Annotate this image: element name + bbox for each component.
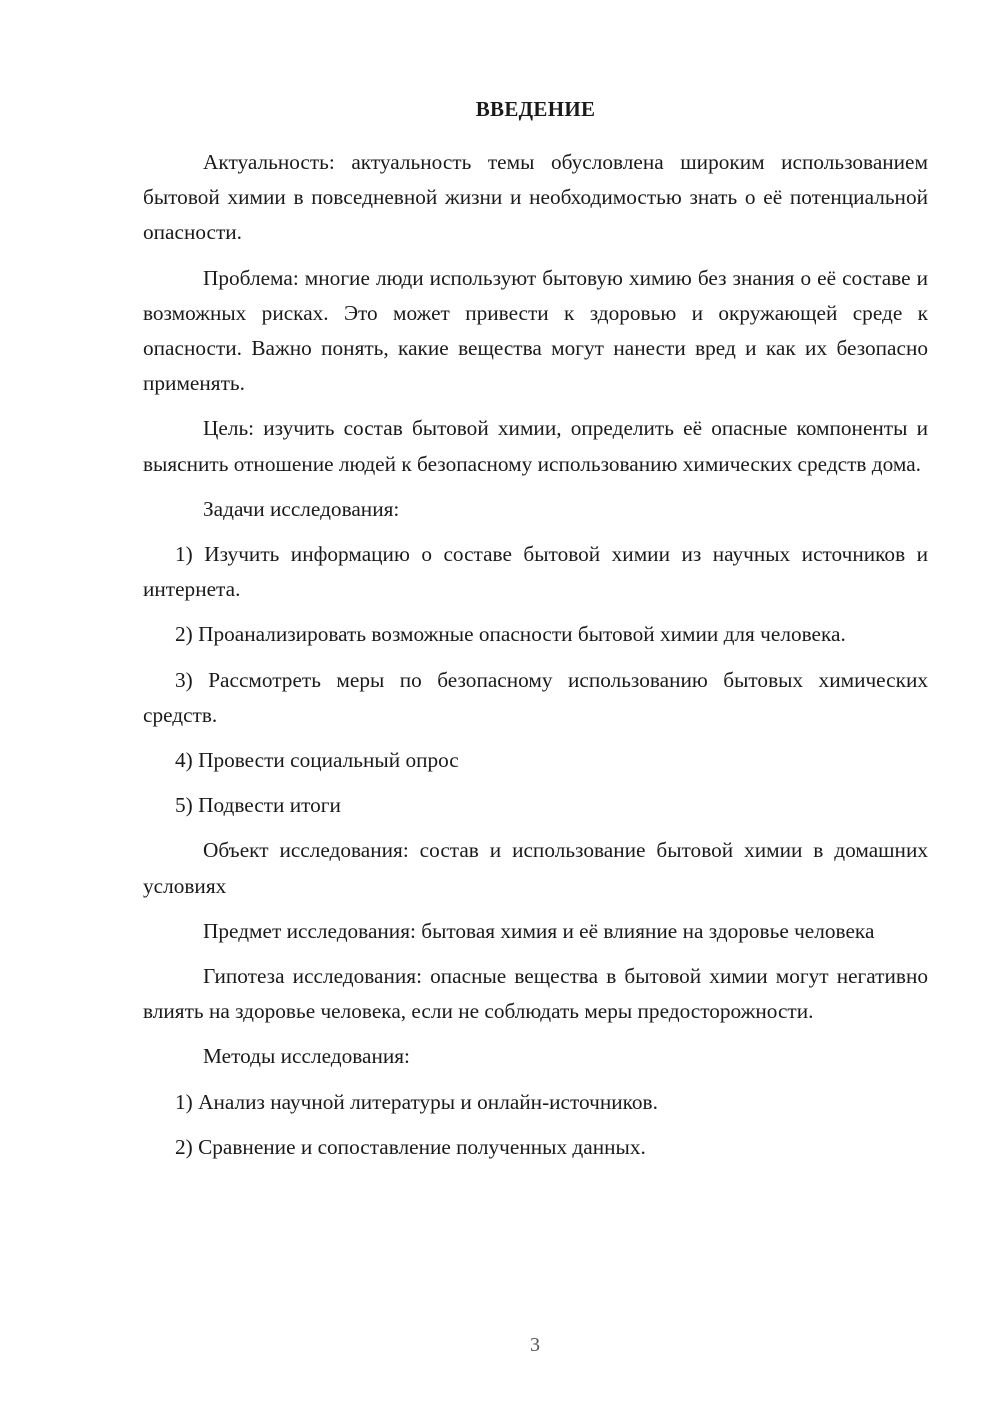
object-paragraph: Объект исследования: состав и использование бытовой химии в домашних условиях <box>143 838 928 898</box>
method-item-2: 2) Сравнение и сопоставление полученных данных. <box>175 1134 646 1159</box>
subject-paragraph: Предмет исследования: бытовая химия и её влияние на здоровье человека <box>203 918 875 943</box>
tasks-title: Задачи исследования: <box>203 496 400 521</box>
section-heading: ВВЕДЕНИЕ <box>475 97 596 121</box>
methods-title: Методы исследования: <box>203 1044 410 1069</box>
document-page <box>143 94 928 1175</box>
task-item-2: 2) Проанализировать возможные опасности бытовой химии для человека. <box>175 622 846 647</box>
task-item-4: 4) Провести социальный опрос <box>175 748 459 773</box>
task-item-5: 5) Подвести итоги <box>175 793 341 818</box>
problem-paragraph: Проблема: многие люди используют бытовую химию без знания о её составе и возможных рисках. Это может привести к здоровью и окружающей среде к опасности. Важно понять, какие вещества могут нанести вред и как их безопасно применять. <box>143 265 928 396</box>
task-item-3: 3) Рассмотреть меры по безопасному использованию бытовых химических средств. <box>143 667 928 727</box>
hypothesis-paragraph: Гипотеза исследования: опасные вещества в бытовой химии могут негативно влиять на здоровье человека, если не соблюдать меры предосторожности. <box>143 964 928 1024</box>
method-item-1: 1) Анализ научной литературы и онлайн-источников. <box>175 1089 658 1114</box>
page-number: 3 <box>530 1334 540 1356</box>
goal-paragraph: Цель: изучить состав бытовой химии, определить её опасные компоненты и выяснить отношение людей к безопасному использованию химических средств дома. <box>143 416 928 476</box>
relevance-paragraph: Актуальность: актуальность темы обусловлена широким использованием бытовой химии в повседневной жизни и необходимостью знать о её потенциальной опасности. <box>143 150 928 245</box>
task-item-1: 1) Изучить информацию о составе бытовой химии из научных источников и интернета. <box>143 542 928 602</box>
